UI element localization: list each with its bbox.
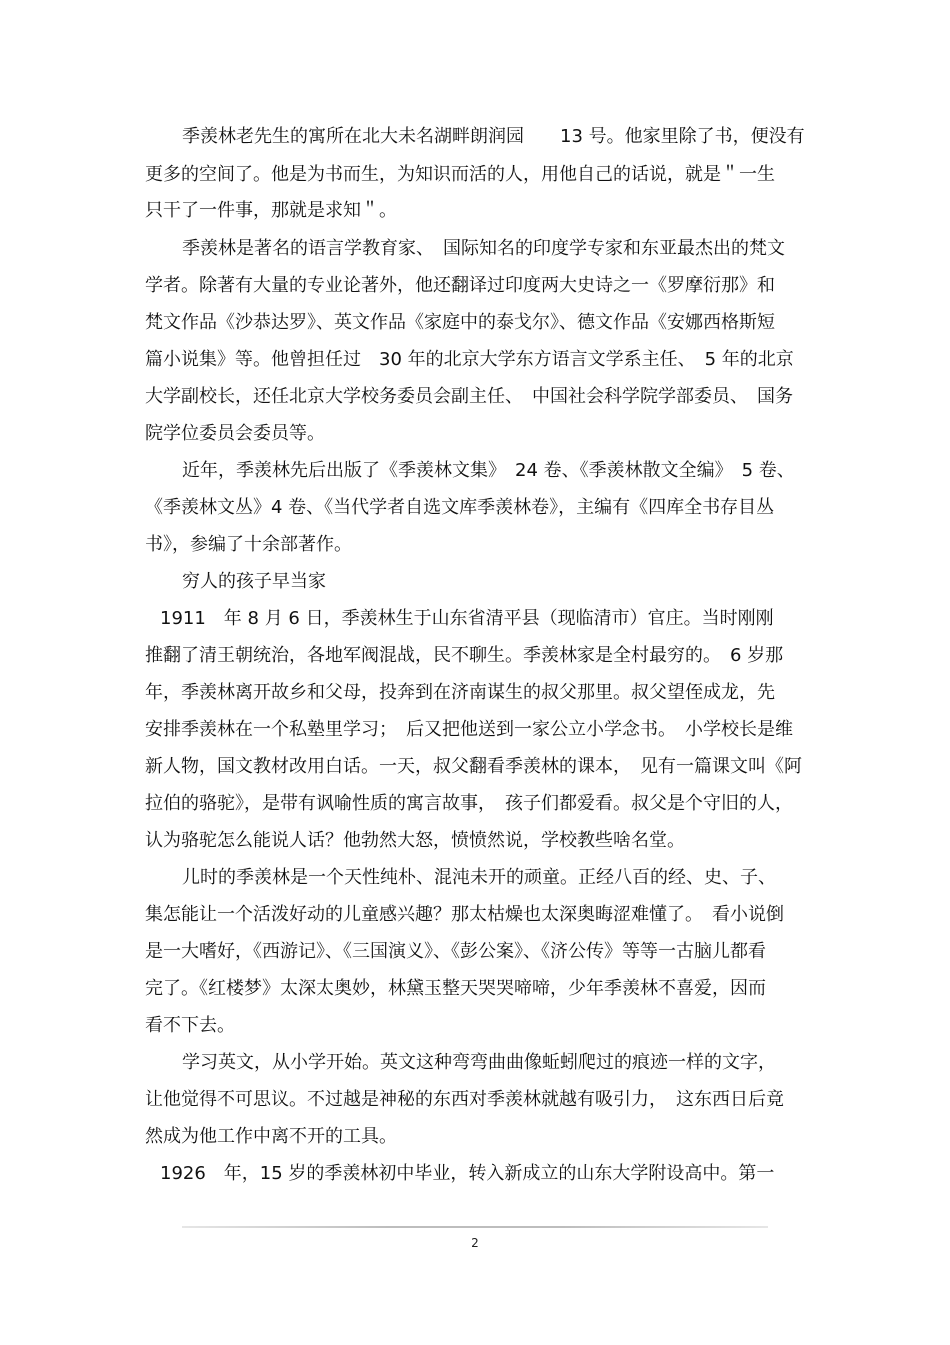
body-line: 院学位委员会委员等。 (145, 423, 325, 444)
body-line: 看不下去。 (145, 1015, 235, 1036)
body-line: 大学副校长，还任北京大学校务委员会副主任、 中国社会科学院学部委员、 国务 (145, 386, 793, 407)
body-line: 季羡林老先生的寓所在北大未名湖畔朗润园 13 号。他家里除了书，便没有 (182, 126, 805, 147)
body-line: 完了。《红楼梦》太深太奥妙，林黛玉整天哭哭啼啼，少年季羡林不喜爱，因而 (145, 978, 766, 999)
body-line: 让他觉得不可思议。不过越是神秘的东西对季羡林就越有吸引力， 这东西日后竟 (145, 1089, 784, 1110)
body-line: 《季羡林文丛》4 卷、《当代学者自选文库季羡林卷》，主编有《四库全书存目丛 (145, 497, 775, 518)
body-line: 是一大嗜好，《西游记》、《三国演义》、《彭公案》、《济公传》等等一古脑儿都看 (145, 941, 766, 962)
page-number: 2 (471, 1236, 479, 1250)
body-line: 季羡林是著名的语言学教育家、 国际知名的印度学专家和东亚最杰出的梵文 (182, 238, 785, 259)
body-line: 认为骆驼怎么能说人话？他勃然大怒，愤愤然说，学校教些啥名堂。 (145, 830, 685, 851)
body-line: 1911 年 8 月 6 日，季羡林生于山东省清平县（现临清市）官庄。当时刚刚 (160, 608, 774, 629)
body-line: 儿时的季羡林是一个天性纯朴、混沌未开的顽童。正经八百的经、史、子、 (182, 867, 776, 888)
body-line: 1926 年，15 岁的季羡林初中毕业，转入新成立的山东大学附设高中。第一 (160, 1163, 775, 1184)
body-line: 然成为他工作中离不开的工具。 (145, 1126, 397, 1147)
body-line: 只干了一件事，那就是求知＂。 (145, 200, 397, 221)
footer-divider (182, 1226, 768, 1228)
body-line: 年，季羡林离开故乡和父母，投奔到在济南谋生的叔父那里。叔父望侄成龙，先 (145, 682, 775, 703)
body-line: 推翻了清王朝统治，各地军阀混战，民不聊生。季羡林家是全村最穷的。 6 岁那 (145, 645, 784, 666)
body-line: 书》，参编了十余部著作。 (145, 534, 352, 555)
body-line: 学者。除著有大量的专业论著外，他还翻译过印度两大史诗之一《罗摩衍那》和 (145, 275, 775, 296)
body-line: 近年，季羡林先后出版了《季羡林文集》 24 卷、《季羡林散文全编》 5 卷、 (182, 460, 795, 481)
body-line: 拉伯的骆驼》，是带有讽喻性质的寓言故事， 孩子们都爱看。叔父是个守旧的人， (145, 793, 793, 814)
body-line: 篇小说集》等。他曾担任过 30 年的北京大学东方语言文学系主任、 5 年的北京 (145, 349, 794, 370)
body-line: 集怎能让一个活泼好动的儿童感兴趣？那太枯燥也太深奥晦涩难懂了。 看小说倒 (145, 904, 784, 925)
body-line: 新人物，国文教材改用白话。一天，叔父翻看季羡林的课本， 见有一篇课文叫《阿 (145, 756, 802, 777)
body-line: 更多的空间了。他是为书而生，为知识而活的人，用他自己的话说，就是＂一生 (145, 164, 775, 185)
section-heading: 穷人的孩子早当家 (182, 571, 326, 592)
body-line: 安排季羡林在一个私塾里学习； 后又把他送到一家公立小学念书。 小学校长是维 (145, 719, 793, 740)
body-line: 学习英文，从小学开始。英文这种弯弯曲曲像蚯蚓爬过的痕迹一样的文字， (182, 1052, 776, 1073)
body-line: 梵文作品《沙恭达罗》、英文作品《家庭中的泰戈尔》、德文作品《安娜西格斯短 (145, 312, 775, 333)
